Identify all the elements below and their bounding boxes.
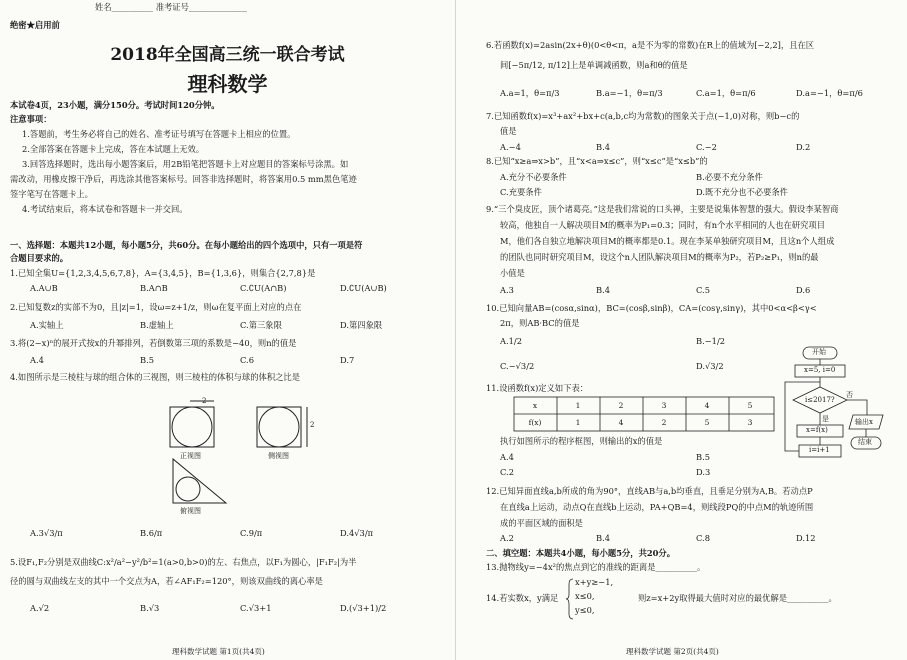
table-cell: 1 <box>575 418 581 427</box>
table-cell: 3 <box>747 418 753 427</box>
flow-condition-label: i≤2017? <box>805 396 835 404</box>
q14-constraint-1: x+y≥−1, <box>575 577 614 587</box>
flow-end-label: 结束 <box>858 438 872 446</box>
table-cell: 5 <box>747 401 753 410</box>
q10-option-b: B.−1/2 <box>696 336 726 346</box>
q9-option-d: D.6 <box>796 285 811 295</box>
q8-option-b: B.必要不充分条件 <box>696 172 763 182</box>
q1-option-b: B.A∩B <box>140 283 168 293</box>
q8-option-c: C.充要条件 <box>500 187 542 197</box>
q14-constraint-3: y≤0, <box>575 605 595 615</box>
flow-step-label: x=f(x) <box>806 426 828 434</box>
question-9-line-2: 较高，他独自一人解决项目M的概率为P₁=0.3；同时，有n个水平相同的人也在研究项目 <box>500 220 825 230</box>
question-12-line-3: 成的平面区域的面积是 <box>500 518 583 528</box>
q6-option-d: D.a=−1，θ=π/6 <box>796 88 863 98</box>
notes-title: 注意事项： <box>10 114 52 124</box>
table-cell: 4 <box>704 401 710 410</box>
flow-increment-label: i=i+1 <box>809 446 830 454</box>
question-9-line-1: 9.“三个臭皮匠，顶个诸葛亮。”这是我们常说的口头禅，主要是说集体智慧的强大。假设李某智商 <box>486 204 839 214</box>
q3-option-d: D.7 <box>340 355 355 365</box>
side-view-rect <box>257 407 301 447</box>
q5-option-b: B.√3 <box>140 603 160 613</box>
table-cell: 3 <box>661 401 667 410</box>
q7-option-c: C.−2 <box>696 142 717 152</box>
q11-option-a: A.4 <box>500 452 514 462</box>
q14-constraint-2: x≤0, <box>575 591 595 601</box>
question-9-line-4: 的团队也同时研究项目M，设这个n人团队解决项目M的概率为P₂，若P₂≥P₁，则n的最 <box>500 252 819 262</box>
question-14-label: 14.若实数x，y满足 <box>486 593 559 603</box>
table-cell: 2 <box>618 401 624 410</box>
q2-option-a: A.实轴上 <box>30 320 64 330</box>
q8-option-a: A.充分不必要条件 <box>500 172 567 182</box>
table-cell: 1 <box>575 401 581 410</box>
q3-option-b: B.5 <box>140 355 155 365</box>
front-view-circle <box>172 407 212 447</box>
table-header-x: x <box>532 401 538 410</box>
q9-option-c: C.5 <box>696 285 710 295</box>
q10-option-c: C.−√3/2 <box>500 361 535 371</box>
table-cell: 2 <box>661 418 667 427</box>
q11-option-d: D.3 <box>696 467 711 477</box>
q12-option-c: C.8 <box>696 533 710 543</box>
q6-option-c: C.a=1，θ=π/6 <box>696 88 756 98</box>
right-page <box>455 0 907 660</box>
question-6: 6.若函数f(x)=2asin(2x+θ)(0<θ<π，a是不为零的常数)在R上的值域为[−2,2]，且在区 <box>486 40 815 50</box>
flow-start-label: 开始 <box>812 348 826 356</box>
q1-option-a: A.A∪B <box>30 283 58 293</box>
side-view-label: 侧视图 <box>268 452 289 460</box>
q2-option-d: D.第四象限 <box>340 320 383 330</box>
question-11: 11.设函数f(x)定义如下表： <box>486 383 589 393</box>
dimension-label-top: 2 <box>202 397 207 405</box>
question-10: 10.已知向量AB=(cosα,sinα)，BC=(cosβ,sinβ)，CA=(cosγ,sinγ)，其中0<α<β<γ< <box>486 303 817 313</box>
q10-option-a: A.1/2 <box>500 336 522 346</box>
note-3: 3.回答选择题时，选出每小题答案后，用2B铅笔把答题卡上对应题目的答案标号涂黑。如 <box>22 159 349 169</box>
q5-option-a: A.√2 <box>30 603 50 613</box>
question-4: 4.如图所示是三棱柱与球的组合体的三视图，则三棱柱的体积与球的体积之比是 <box>10 372 301 382</box>
note-4: 4.考试结束后，将本试卷和答题卡一并交回。 <box>22 204 188 214</box>
question-11-cont: 执行如图所示的程序框图，则输出的x的值是 <box>500 436 663 446</box>
q9-option-a: A.3 <box>500 285 514 295</box>
note-2: 2.全部答案在答题卡上完成，答在本试题上无效。 <box>22 144 205 154</box>
question-13: 13.抛物线y=−4x²的焦点到它的准线的距离是__________。 <box>486 562 706 572</box>
top-view-label: 俯视图 <box>180 507 201 515</box>
question-14-tail: 则z=x+2y取得最大值时对应的最优解是__________。 <box>638 593 837 603</box>
q6-option-b: B.a=−1，θ=π/3 <box>596 88 663 98</box>
flowchart-diagram <box>781 345 906 470</box>
section-choice-header-cont: 合题目要求的。 <box>10 253 69 263</box>
question-7-cont: 值是 <box>500 126 517 136</box>
q1-option-c: C.∁U(A∩B) <box>240 283 287 293</box>
q2-option-c: C.第三象限 <box>240 320 282 330</box>
flow-output-label: 输出x <box>855 418 873 426</box>
question-8: 8.已知“x≥a⇒x>b”，且“x<a⇒x≤c”，则“x≤c”是“x≤b”的 <box>486 156 708 166</box>
q7-option-b: B.4 <box>596 142 611 152</box>
flow-yes-label: 是 <box>822 415 829 423</box>
question-2: 2.已知复数z的实部不为0，且|z|=1，设ω=z+1/z，则ω在复平面上对应的点在 <box>10 302 302 312</box>
q1-option-d: D.∁U(A∪B) <box>340 283 387 293</box>
front-view-rect <box>170 407 214 447</box>
q6-option-a: A.a=1，θ=π/3 <box>500 88 560 98</box>
question-3: 3.将(2−x)ⁿ的展开式按x的升幂排列，若倒数第三项的系数是−40，则n的值是 <box>10 338 297 348</box>
q10-option-d: D.√3/2 <box>696 361 724 371</box>
q9-option-b: B.4 <box>596 285 611 295</box>
q11-option-b: B.5 <box>696 452 711 462</box>
question-9-line-3: M，他们各自独立地解决项目M的概率都是0.1。现在李某单独研究项目M，且这n个人组成 <box>500 236 835 246</box>
exam-title: 2018年全国高三统一联合考试 <box>110 45 345 65</box>
question-9-line-5: 小值是 <box>500 268 525 278</box>
section-fill-header: 二、填空题：本题共4小题，每小题5分，共20分。 <box>486 548 676 558</box>
q5-option-d: D.(√3+1)/2 <box>340 603 387 613</box>
table-cell: 4 <box>618 418 624 427</box>
system-brace <box>566 578 574 620</box>
side-view-circle <box>259 407 299 447</box>
q12-option-d: D.12 <box>796 533 816 543</box>
q4-option-d: D.4√3/π <box>340 528 374 538</box>
flow-init-label: x=5, i=0 <box>804 366 836 374</box>
subject-title: 理科数学 <box>187 72 268 96</box>
question-6-cont: 间[−5π/12, π/12]上是单调减函数，则a和θ的值是 <box>500 60 688 70</box>
left-page-footer: 理科数学试题 第1页(共4页) <box>172 647 265 656</box>
q5-option-c: C.√3+1 <box>240 603 272 613</box>
question-5: 5.设F₁,F₂分别是双曲线C:x²/a²−y²/b²=1(a>0,b>0)的左、右焦点，以F₁为圆心，|F₁F₂|为半 <box>10 557 357 567</box>
note-3-cont: 需改动，用橡皮擦干净后，再选涂其他答案标号。回答非选择题时，将答案用0.5 mm黑色笔迹 <box>10 174 357 184</box>
secret-label: 绝密★启用前 <box>10 20 60 30</box>
table-cell: 5 <box>704 418 710 427</box>
q4-option-a: A.3√3/π <box>30 528 63 538</box>
dimension-label-side: 2 <box>310 421 315 429</box>
name-line: 姓名__________ 准考证号______________ <box>95 2 247 12</box>
section-choice-header: 一、选择题：本题共12小题，每小题5分，共60分。在每小题给出的四个选项中，只有一项是符 <box>10 240 363 250</box>
top-view-circle <box>176 477 200 501</box>
q3-option-c: C.6 <box>240 355 254 365</box>
question-5-cont: 径的圆与双曲线左支的其中一个交点为A，若∠AF₁F₂=120°，则该双曲线的离心率是 <box>10 576 323 586</box>
q8-option-d: D.既不充分也不必要条件 <box>696 187 788 197</box>
question-1: 1.已知全集U={1,2,3,4,5,6,7,8}，A={3,4,5}，B={1,3,6}，则集合{2,7,8}是 <box>10 268 316 278</box>
note-3-cont2: 签字笔写在答题卡上。 <box>10 189 93 199</box>
question-10-cont: 2π，则AB·BC的值是 <box>500 318 580 328</box>
q11-option-c: C.2 <box>500 467 514 477</box>
table-header-fx: f(x) <box>528 418 542 427</box>
flow-no-label: 否 <box>846 391 853 399</box>
exam-intro: 本试卷4页，23小题，满分150分。考试时间120分钟。 <box>10 100 220 110</box>
q4-option-b: B.6/π <box>140 528 163 538</box>
q4-option-c: C.9/π <box>240 528 263 538</box>
question-12: 12.已知异面直线a,b所成的角为90°，直线AB与a,b均垂直，且垂足分别为A,B。若动点P <box>486 486 813 496</box>
function-table <box>514 397 774 431</box>
q3-option-a: A.4 <box>30 355 44 365</box>
question-12-line-2: 在直线a上运动，动点Q在直线b上运动，PA+QB=4，则线段PQ的中点M的轨迹所围 <box>500 502 814 512</box>
q7-option-a: A.−4 <box>500 142 521 152</box>
top-view-triangle <box>173 459 226 503</box>
q2-option-b: B.虚轴上 <box>140 320 174 330</box>
right-page-footer: 理科数学试题 第2页(共4页) <box>626 647 719 656</box>
q7-option-d: D.2 <box>796 142 811 152</box>
q12-option-a: A.2 <box>500 533 514 543</box>
front-view-label: 正视图 <box>180 452 201 460</box>
note-1: 1.答题前，考生务必将自己的姓名、准考证号填写在答题卡上相应的位置。 <box>22 129 296 139</box>
q12-option-b: B.4 <box>596 533 611 543</box>
question-7: 7.已知函数f(x)=x³+ax²+bx+c(a,b,c均为常数)的图象关于点(−1,0)对称，则b−c的 <box>486 111 800 121</box>
